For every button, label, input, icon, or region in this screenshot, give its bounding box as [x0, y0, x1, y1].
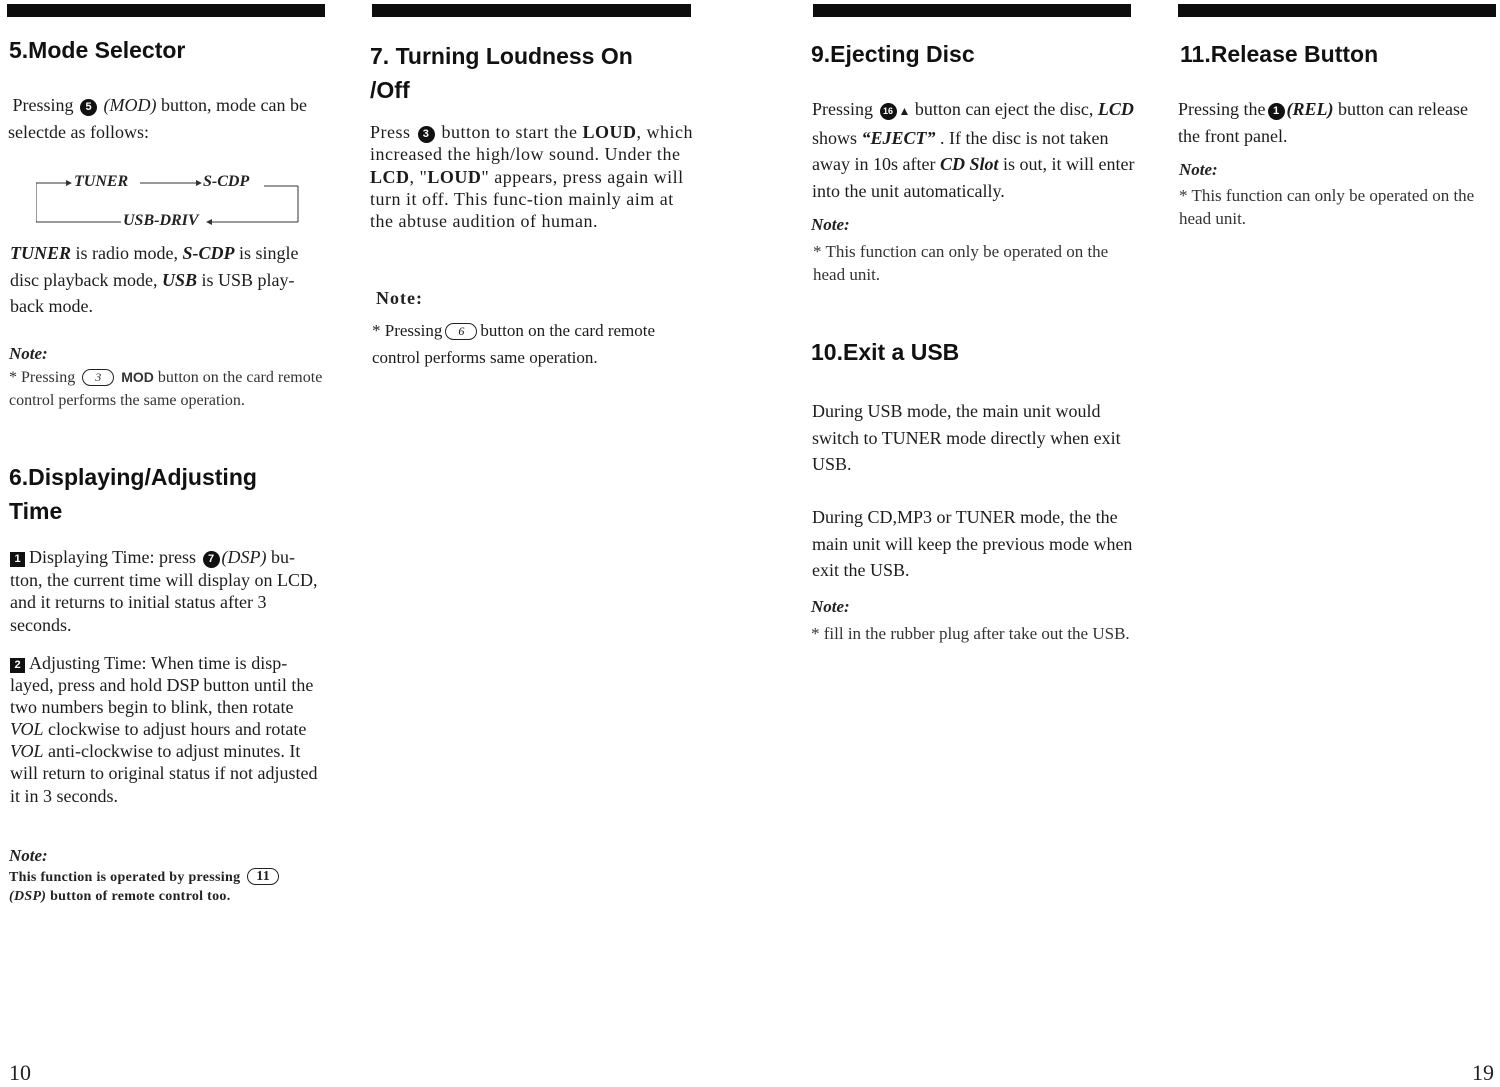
flow-tuner: TUNER — [74, 173, 129, 190]
page-number-right: 19 — [1472, 1060, 1494, 1085]
remote-button-3-icon: 3 — [82, 369, 114, 386]
section-5-intro: Pressing 5 (MOD) button, mode can be selectde as follows: — [8, 95, 307, 142]
section-10-note-label: Note: — [811, 597, 850, 616]
item-1-marker-icon: 1 — [10, 552, 25, 567]
section-10-title: 10.Exit a USB — [811, 339, 960, 365]
section-6-item-2: 2 Adjusting Time: When time is disp-layed, press and hold DSP button until the two numbers begin to blink, then rotate VOL clockwise to adjust hours and rotate VOL anti-clockwise to adjust minutes. It will return to original status if not adjusted it in 3 seconds. — [10, 653, 318, 806]
section-5-note-label: Note: — [9, 344, 48, 363]
release-button-icon: 1 — [1268, 103, 1285, 120]
section-5-title: 5.Mode Selector — [9, 37, 186, 63]
section-10-paragraph-1: During USB mode, the main unit would switch to TUNER mode directly when exit USB. — [812, 401, 1121, 474]
section-6-note-label: Note: — [9, 846, 48, 865]
section-5-mode-desc: TUNER is radio mode, S-CDP is single disc playback mode, USB is USB play-back mode. — [10, 243, 299, 316]
section-10-note: * fill in the rubber plug after take out the USB. — [811, 624, 1130, 643]
flow-usb: USB-DRIV — [123, 212, 199, 229]
section-9-note: * This function can only be operated on the head unit. — [813, 242, 1109, 284]
section-5-note: * Pressing 3 MOD button on the card remote control performs the same operation. — [9, 369, 323, 409]
remote-button-6-icon: 6 — [445, 323, 477, 340]
eject-button-icon: 16 — [880, 103, 897, 120]
header-rule-3 — [813, 4, 1131, 17]
header-rule-1 — [7, 4, 325, 17]
section-9-text: Pressing 16 ▲ button can eject the disc, LCD shows “EJECT” . If the disc is not taken away in 10s after CD Slot is out, it will enter into the unit automatically. — [812, 99, 1135, 201]
section-11-note-label: Note: — [1179, 160, 1218, 179]
section-11-text: Pressing the 1 (REL) button can release the front panel. — [1178, 99, 1468, 146]
header-rule-2 — [372, 4, 691, 17]
section-7-note: * Pressing 6 button on the card remote control performs same operation. — [372, 321, 656, 367]
section-9-title: 9.Ejecting Disc — [811, 41, 975, 67]
section-11-title: 11.Release Button — [1180, 41, 1379, 67]
remote-button-11-icon: 11 — [247, 868, 279, 885]
mod-button-icon: 5 — [80, 99, 97, 116]
page-number-left: 10 — [9, 1060, 31, 1085]
section-11-note: * This function can only be operated on the head unit. — [1179, 186, 1475, 228]
section-6-title: 6.Displaying/Adjusting Time — [9, 464, 257, 524]
header-rule-4 — [1178, 4, 1496, 17]
eject-symbol-icon: ▲ — [898, 104, 911, 118]
section-9-note-label: Note: — [811, 215, 850, 234]
section-7-title: 7. Turning Loudness On /Off — [370, 43, 633, 103]
flow-scdp: S-CDP — [203, 173, 250, 190]
section-7-note-label: Note: — [376, 288, 423, 308]
section-6-item-1: 1 Displaying Time: press 7 (DSP) bu-tton, the current time will display on LCD, and it returns to initial status after 3 seconds. — [10, 547, 318, 635]
mode-flow-diagram — [36, 172, 301, 227]
section-7-text: Press 3 button to start the LOUD, which increased the high/low sound. Under the LCD, "LOUD" appears, press again will turn it off. This func-tion mainly aim at the abtuse audition of human. — [370, 122, 694, 232]
dsp-button-icon: 7 — [203, 551, 220, 568]
section-10-paragraph-2: During CD,MP3 or TUNER mode, the the main unit will keep the previous mode when exit the USB. — [812, 507, 1133, 580]
loud-button-icon: 3 — [418, 126, 435, 143]
item-2-marker-icon: 2 — [10, 658, 25, 673]
section-6-note: This function is operated by pressing 11 (DSP) button of remote control too. — [9, 868, 339, 906]
